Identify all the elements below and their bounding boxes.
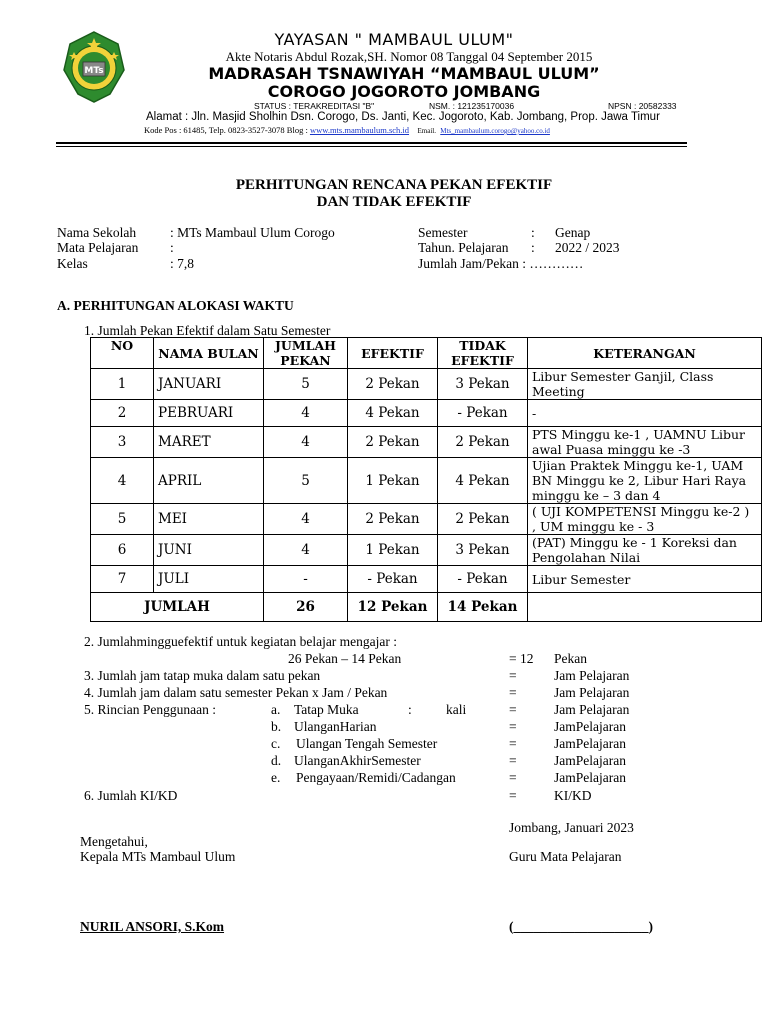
foundation-name: YAYASAN " MAMBAUL ULUM" — [274, 30, 514, 49]
cell-no: 6 — [91, 535, 154, 566]
school-label: Nama Sekolah — [57, 225, 137, 240]
item-2-eq: = 12 — [509, 651, 534, 666]
item-6-unit: KI/KD — [554, 788, 592, 803]
cell-notes: Libur Semester Ganjil, Class Meeting — [528, 369, 762, 400]
table-total-row — [91, 593, 762, 622]
hours-per-week: Jumlah Jam/Pekan : ………… — [418, 256, 584, 271]
cell-month: PEBRUARI — [154, 400, 264, 427]
item-1-label: 1. Jumlah Pekan Efektif dalam Satu Semester — [84, 323, 331, 338]
item-4-unit: Jam Pelajaran — [554, 685, 630, 700]
item-4-eq: = — [509, 685, 517, 700]
school-value: : MTs Mambaul Ulum Corogo — [170, 225, 335, 240]
cell-effective: 2 Pekan — [348, 504, 438, 535]
acknowledge-label: Mengetahui, — [80, 834, 148, 849]
contact-line — [144, 125, 550, 135]
item-5e-eq: = — [509, 770, 517, 785]
cell-notes: - — [528, 400, 762, 427]
contact-text: Kode Pos : 61485, Telp. 0823-3527-3078 Blog : — [144, 125, 308, 135]
cell-notes: Libur Semester — [528, 566, 762, 593]
item-5e-text: Pengayaan/Remidi/Cadangan — [296, 770, 456, 785]
table-row — [91, 427, 762, 458]
year-value: 2022 / 2023 — [555, 240, 620, 255]
cell-effective: 2 Pekan — [348, 369, 438, 400]
cell-no: 3 — [91, 427, 154, 458]
cell-month: MEI — [154, 504, 264, 535]
item-5b-unit: JamPelajaran — [554, 719, 626, 734]
cell-effective: - Pekan — [348, 566, 438, 593]
item-5c-unit: JamPelajaran — [554, 736, 626, 751]
cell-weeks: 5 — [264, 369, 348, 400]
header-divider-thin — [56, 146, 687, 147]
headmaster-name: NURIL ANSORI, S.Kom — [80, 919, 225, 934]
item-3-unit: Jam Pelajaran — [554, 668, 630, 683]
semester-label: Semester — [418, 225, 468, 240]
cell-no: 7 — [91, 566, 154, 593]
cell-weeks: 4 — [264, 427, 348, 458]
item-3-label: 3. Jumlah jam tatap muka dalam satu pekan — [84, 668, 321, 683]
table-row — [91, 369, 762, 400]
cell-notes: Ujian Praktek Minggu ke-1, UAM BN Minggu ke 2, Libur Hari Raya minggu ke – 3 dan 4 — [528, 458, 762, 504]
header-noneffective: TIDAK EFEKTIF — [438, 338, 528, 369]
subject-value: : — [170, 240, 174, 255]
item-3-eq: = — [509, 668, 517, 683]
cell-no: 4 — [91, 458, 154, 504]
cell-noneffective: 2 Pekan — [438, 504, 528, 535]
document-title: PERHITUNGAN RENCANA PEKAN EFEKTIF — [235, 177, 553, 193]
table-row — [91, 504, 762, 535]
table-header-row — [91, 338, 762, 369]
item-5b-eq: = — [509, 719, 517, 734]
item-5a-kali: kali — [446, 702, 467, 717]
cell-noneffective: - Pekan — [438, 400, 528, 427]
nsm-number: NSM. : 121235170036 — [429, 101, 515, 111]
school-name: MADRASAH TSNAWIYAH “MAMBAUL ULUM” — [208, 64, 600, 83]
item-5b-text: UlanganHarian — [294, 719, 377, 734]
item-5a-unit: Jam Pelajaran — [554, 702, 630, 717]
cell-noneffective: 4 Pekan — [438, 458, 528, 504]
blog-link[interactable]: www.mts.mambaulum.sch.id — [309, 125, 410, 135]
item-4-label: 4. Jumlah jam dalam satu semester Pekan x Jam / Pekan — [84, 685, 388, 700]
header-no: NO — [91, 338, 154, 369]
item-5c-letter: c. — [271, 736, 281, 751]
cell-notes: (PAT) Minggu ke - 1 Koreksi dan Pengolahan Nilai — [528, 535, 762, 566]
email-label: Email. — [417, 127, 436, 135]
notary-line: Akte Notaris Abdul Rozak,SH. Nomor 08 Tanggal 04 September 2015 — [225, 49, 593, 64]
subject-label: Mata Pelajaran — [57, 240, 139, 255]
item-5c-eq: = — [509, 736, 517, 751]
total-noneffective: 14 Pekan — [438, 593, 528, 622]
item-2-label: 2. Jumlahmingguefektif untuk kegiatan belajar mengajar : — [84, 634, 398, 649]
item-5-label: 5. Rincian Penggunaan : — [84, 702, 216, 717]
cell-no: 5 — [91, 504, 154, 535]
item-5c-text: Ulangan Tengah Semester — [296, 736, 438, 751]
teacher-title: Guru Mata Pelajaran — [509, 849, 622, 864]
cell-month: JANUARI — [154, 369, 264, 400]
item-5a-letter: a. — [271, 702, 281, 717]
school-location: COROGO JOGOROTO JOMBANG — [267, 82, 541, 101]
cell-noneffective: 3 Pekan — [438, 369, 528, 400]
cell-no: 1 — [91, 369, 154, 400]
item-5b-letter: b. — [271, 719, 282, 734]
email-link[interactable]: Mts_mambaulum.corogo@yahoo.co.id — [440, 127, 550, 135]
cell-effective: 1 Pekan — [348, 535, 438, 566]
section-a-heading: A. PERHITUNGAN ALOKASI WAKTU — [57, 298, 294, 313]
header-month: NAMA BULAN — [154, 338, 264, 369]
cell-noneffective: 2 Pekan — [438, 427, 528, 458]
svg-text:MTs: MTs — [84, 66, 104, 76]
total-notes — [528, 593, 762, 622]
item-2-unit: Pekan — [554, 651, 587, 666]
cell-noneffective: - Pekan — [438, 566, 528, 593]
year-label: Tahun. Pelajaran — [418, 240, 509, 255]
total-label: JUMLAH — [91, 593, 264, 622]
item-5e-letter: e. — [271, 770, 281, 785]
year-colon: : — [531, 240, 535, 255]
header-effective: EFEKTIF — [348, 338, 438, 369]
effective-weeks-table — [90, 337, 762, 622]
item-6-label: 6. Jumlah KI/KD — [84, 788, 178, 803]
school-address: Alamat : Jln. Masjid Sholhin Dsn. Corogo, Ds. Janti, Kec. Jogoroto, Kab. Jombang, Prop. Jawa Timur — [146, 111, 660, 123]
cell-notes: PTS Minggu ke-1 , UAMNU Libur awal Puasa minggu ke -3 — [528, 427, 762, 458]
cell-weeks: 4 — [264, 535, 348, 566]
semester-colon: : — [531, 225, 535, 240]
cell-notes: ( UJI KOMPETENSI Minggu ke-2 ) , UM minggu ke - 3 — [528, 504, 762, 535]
item-5e-unit: JamPelajaran — [554, 770, 626, 785]
cell-no: 2 — [91, 400, 154, 427]
item-5a-colon: : — [408, 702, 412, 717]
cell-effective: 2 Pekan — [348, 427, 438, 458]
table-row — [91, 400, 762, 427]
item-5a-text: Tatap Muka — [294, 702, 359, 717]
item-2-calc: 26 Pekan – 14 Pekan — [288, 651, 402, 666]
accreditation-status: STATUS : TERAKREDITASI "B" — [254, 101, 375, 111]
item-5d-eq: = — [509, 753, 517, 768]
class-label: Kelas — [57, 256, 88, 271]
item-5d-unit: JamPelajaran — [554, 753, 626, 768]
total-effective: 12 Pekan — [348, 593, 438, 622]
cell-effective: 4 Pekan — [348, 400, 438, 427]
place-date: Jombang, Januari 2023 — [509, 820, 634, 835]
cell-weeks: 4 — [264, 504, 348, 535]
item-5a-eq: = — [509, 702, 517, 717]
table-row — [91, 535, 762, 566]
item-6-eq: = — [509, 788, 517, 803]
cell-weeks: 4 — [264, 400, 348, 427]
semester-value: Genap — [555, 225, 591, 240]
cell-effective: 1 Pekan — [348, 458, 438, 504]
cell-month: JULI — [154, 566, 264, 593]
teacher-name-blank: (____________________) — [509, 919, 653, 934]
header-weeks: JUMLAH PEKAN — [264, 338, 348, 369]
cell-month: APRIL — [154, 458, 264, 504]
headmaster-title: Kepala MTs Mambaul Ulum — [80, 849, 236, 864]
header-divider — [56, 142, 687, 144]
item-5d-text: UlanganAkhirSemester — [294, 753, 421, 768]
cell-weeks: 5 — [264, 458, 348, 504]
total-weeks: 26 — [264, 593, 348, 622]
cell-month: MARET — [154, 427, 264, 458]
document-subtitle: DAN TIDAK EFEKTIF — [316, 194, 472, 210]
item-5d-letter: d. — [271, 753, 282, 768]
npsn-number: NPSN : 20582333 — [608, 101, 677, 111]
cell-noneffective: 3 Pekan — [438, 535, 528, 566]
table-row — [91, 566, 762, 593]
cell-month: JUNI — [154, 535, 264, 566]
table-row — [91, 458, 762, 504]
header-notes: KETERANGAN — [528, 338, 762, 369]
cell-weeks: - — [264, 566, 348, 593]
class-value: : 7,8 — [170, 256, 195, 271]
